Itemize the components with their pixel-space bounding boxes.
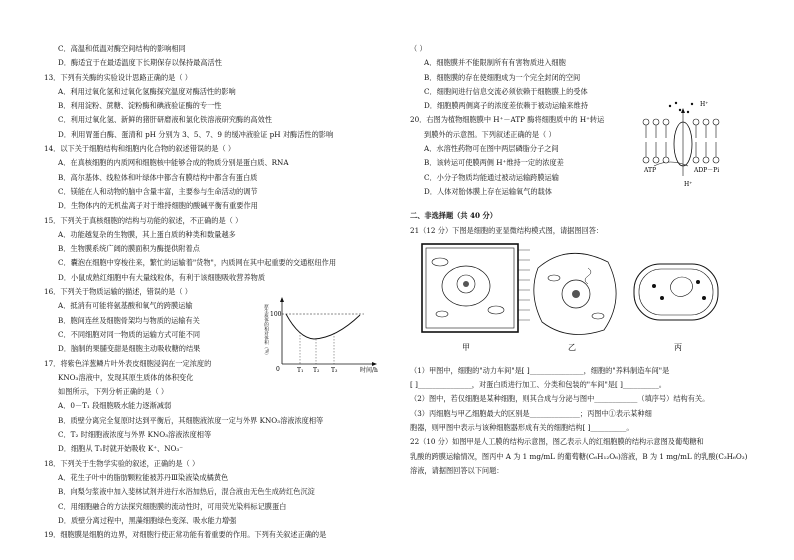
- left-line-6: D．利用胃蛋白酶、蛋清和 pH 分别为 3、5、7、9 的缓冲液验证 pH 对酶活性的影响: [58, 129, 334, 139]
- question-21-stem: 21（12 分）下图是细胞的亚显微结构模式图，请据图回答：: [410, 225, 604, 235]
- graph-ylabel: 原生质体的相对体积（%）: [264, 304, 269, 358]
- left-line-10: C．镁能在人和动物的脑中含量丰富，主要参与生命活动的调节: [58, 186, 258, 196]
- phospholipid-head: [663, 119, 669, 125]
- graph-xtick-t1: T₁: [297, 367, 304, 374]
- left-line-11: D．生物体内的无机盐离子对于维持细胞的酸碱平衡有重要作用: [58, 201, 258, 211]
- left-line-7: 14．以下关于细胞结构和细胞内化合物的叙述错误的是（ ）: [44, 144, 236, 154]
- graph-ytick-100: 100: [270, 311, 282, 318]
- fig20-adp: ADP－Pi: [694, 167, 720, 174]
- graph-xtick-t2: T₂: [313, 367, 320, 374]
- graph-curve: [286, 314, 360, 339]
- cell-structure-figures: [418, 238, 743, 358]
- left-line-22: 17．将紫色洋葱鳞片叶外表皮细胞浸润在一定浓度的: [44, 358, 212, 368]
- right-line-2: B．细胞膜的存在使细胞成为一个完全封闭的空间: [424, 72, 581, 82]
- left-line-5: C．利用过氧化氢、新鲜的猪肝研磨液和氯化铁溶液研究酶的高效性: [58, 115, 272, 125]
- left-line-18: A．抵消有可能将氨基酸和氧气的跨膜运输: [58, 301, 193, 311]
- fig20-hplus-top: H⁺: [700, 101, 709, 108]
- question-line-1: [ ]_______________，对蛋白质进行加工、分类和包装的"车间"是[ ]__________。: [410, 380, 666, 390]
- phospholipid-head: [713, 157, 719, 163]
- left-line-19: B．胞间连丝及细胞骨架均与物质的运输有关: [58, 315, 200, 325]
- left-line-0: C．高温和低温对酶空间结构的影响相同: [58, 44, 186, 53]
- left-line-2: 13．下列有关酶的实验设计思路正确的是（ ）: [44, 72, 192, 82]
- left-line-30: A．花生子叶中的脂肪颗粒能被苏丹Ⅲ染液染成橘黄色: [58, 472, 229, 482]
- phospholipid-head: [653, 119, 659, 125]
- right-line-1: A．细胞膜并不能限制所有有害物质进入细胞: [424, 58, 566, 68]
- right-line-6: 到膜外的示意图。下列叙述正确的是（ ）: [424, 129, 556, 139]
- left-line-24: 如图所示，下列分析正确的是（ ）: [58, 387, 169, 397]
- protoplast-volume-graph: [264, 296, 389, 376]
- left-line-15: C．囊泡在细胞中穿梭往来，繁忙的运输着"货物"，内质网在其中起重要的交通枢纽作用: [58, 258, 337, 268]
- left-line-9: B．高尔基体、线粒体和叶绿体中都含有膜结构中都含有蛋白质: [58, 172, 258, 182]
- fig20-atp: ATP: [644, 167, 657, 174]
- left-line-25: A．0－T₁ 段细胞吸水能力逐渐减弱: [58, 401, 172, 411]
- right-line-0: （ ）: [410, 44, 427, 53]
- cell-label-yi: 乙: [568, 343, 576, 352]
- graph-xlabel: 时间/h: [360, 367, 378, 374]
- left-line-16: D．小鼠成熟红细胞中有大量线粒体，有利于该细胞吸收营养物质: [58, 272, 266, 282]
- left-line-4: B．利用淀粉、蔗糖、淀粉酶和碘液验证酶的专一性: [58, 101, 222, 111]
- left-line-28: D．细胞从 T₁时就开始吸收 K⁺、NO₃⁻: [58, 444, 184, 454]
- left-line-32: C．用细胞融合的方法探究细胞膜的流动性时，可用荧光染料标记膜蛋白: [58, 501, 287, 511]
- left-line-31: B．向梨匀浆液中加入斐林试剂并进行水浴加热后，混合液由无色生成砖红色沉淀: [58, 487, 315, 497]
- phospholipid-head: [703, 119, 709, 125]
- question-line-0: （1）甲图中，细胞的"动力车间"是[ ]_______________，细胞的"养料制造车间"是: [410, 365, 670, 375]
- phospholipid-head: [703, 157, 709, 163]
- left-line-27: C．T₂ 时细胞液浓度与外界 KNO₃溶液浓度相等: [58, 430, 212, 440]
- right-line-5: 20．右图为植物细胞膜中 H⁺－ATP 酶将细胞质中的 H⁺转运: [410, 115, 605, 125]
- left-column: [44, 42, 394, 542]
- left-line-34: 19．细胞膜是细胞的边界，对细胞行使正常功能有着重要的作用。下列有关叙述正确的是: [44, 530, 327, 540]
- phospholipid-head: [693, 119, 699, 125]
- graph-xtick-t3: T₃: [331, 367, 338, 374]
- question-line-3: （3）丙细胞与甲乙细胞最大的区别是______________；丙图中①表示某种细: [410, 408, 652, 418]
- animal-cell-figure: [534, 253, 616, 334]
- graph-origin: 0: [276, 366, 280, 373]
- fig20-hplus-bottom: H⁺: [684, 181, 693, 188]
- phospholipid-head: [713, 119, 719, 125]
- cell-label-jia: 甲: [462, 343, 470, 352]
- right-line-3: C．细胞间进行信息交流必须依赖于细胞膜上的受体: [424, 86, 588, 96]
- left-line-29: 18．下列关于生物学实验的叙述，正确的是（ ）: [44, 458, 200, 468]
- left-line-26: B．质壁分离完全复原时达到平衡后，其细胞液浓度一定与外界 KNO₃溶液浓度相等: [58, 415, 324, 425]
- left-line-21: D．脑制的果脯变甜是细胞主动吸收糖的结果: [58, 344, 201, 354]
- phospholipid-head: [653, 157, 659, 163]
- left-line-13: A．功能越复杂的生物膜，其上蛋白质的种类和数量越多: [58, 229, 236, 239]
- section-heading: 二、非选择题（共 40 分）: [410, 211, 497, 221]
- phospholipid-head: [643, 157, 649, 163]
- question-line-2: （2）图中，若仅细胞是某种细胞，则其合成与分泌与图中____________（填序号）结构有关。: [410, 394, 710, 404]
- bacterial-cell-figure: [634, 264, 718, 320]
- left-line-12: 15．下列关于真核细胞的结构与功能的叙述，不正确的是（ ）: [44, 215, 243, 225]
- right-line-10: D．人体对胎体膜上存在运输氧气的载体: [424, 186, 552, 196]
- left-line-20: C．不同细胞对同一物质的运输方式可能不同: [58, 329, 201, 339]
- right-line-7: A．水溶性药物可在图中两层磷脂分子之间: [424, 144, 559, 154]
- right-line-8: B．该转运可使膜两侧 H⁺维持一定的浓度差: [424, 158, 564, 168]
- left-line-23: KNO₃溶液中，发现其原生质体的体积变化: [58, 372, 194, 382]
- left-line-33: D．质壁分离过程中，黑藻细胞绿色变深、吸水能力增强: [58, 515, 237, 525]
- left-line-3: A．利用过氧化氢和过氧化氢酶探究温度对酶活性的影响: [58, 86, 236, 96]
- left-line-14: B．生物膜系统广阔的膜面积为酶提供附着点: [58, 244, 200, 254]
- question-line-4: 胞器，则甲图中表示与该种细胞器形成有关的细胞结构[ ]__________。: [410, 423, 634, 433]
- right-line-4: D．细胞膜两侧离子的浓度差依赖于被动运输来维持: [424, 101, 588, 111]
- question-line-6: 乳酸的跨膜运输情况，图丙中 A 为 1 mg/mL 的葡萄糖(C₆H₁₂O₆)溶液，B 为 1 mg/mL 的乳酸(C₃H₆O₃): [410, 451, 748, 461]
- right-line-9: C．小分子物质均能通过被动运输跨膜运输: [424, 172, 559, 182]
- cell-label-bing: 丙: [674, 343, 682, 352]
- left-line-1: D．酶适宜于在最适温度下长期保存以保持最高活性: [58, 58, 222, 68]
- phospholipid-head: [693, 157, 699, 163]
- h-atpase-figure: [640, 98, 730, 188]
- phospholipid-head: [643, 119, 649, 125]
- left-line-8: A．在真核细胞的内质网和细胞核中能够合成的物质分别是蛋白质、RNA: [58, 158, 289, 168]
- question-line-7: 溶液，请据图回答以下问题：: [410, 465, 504, 475]
- plant-cell-figure: [422, 244, 518, 332]
- left-line-17: 16．下列关于物质运输的描述，错误的是（ ）: [44, 287, 192, 297]
- question-line-5: 22（10 分）如图甲是人工膜的结构示意图，图乙表示人的红细胞膜的结构示意图及葡萄糖和: [410, 437, 704, 447]
- phospholipid-head: [663, 157, 669, 163]
